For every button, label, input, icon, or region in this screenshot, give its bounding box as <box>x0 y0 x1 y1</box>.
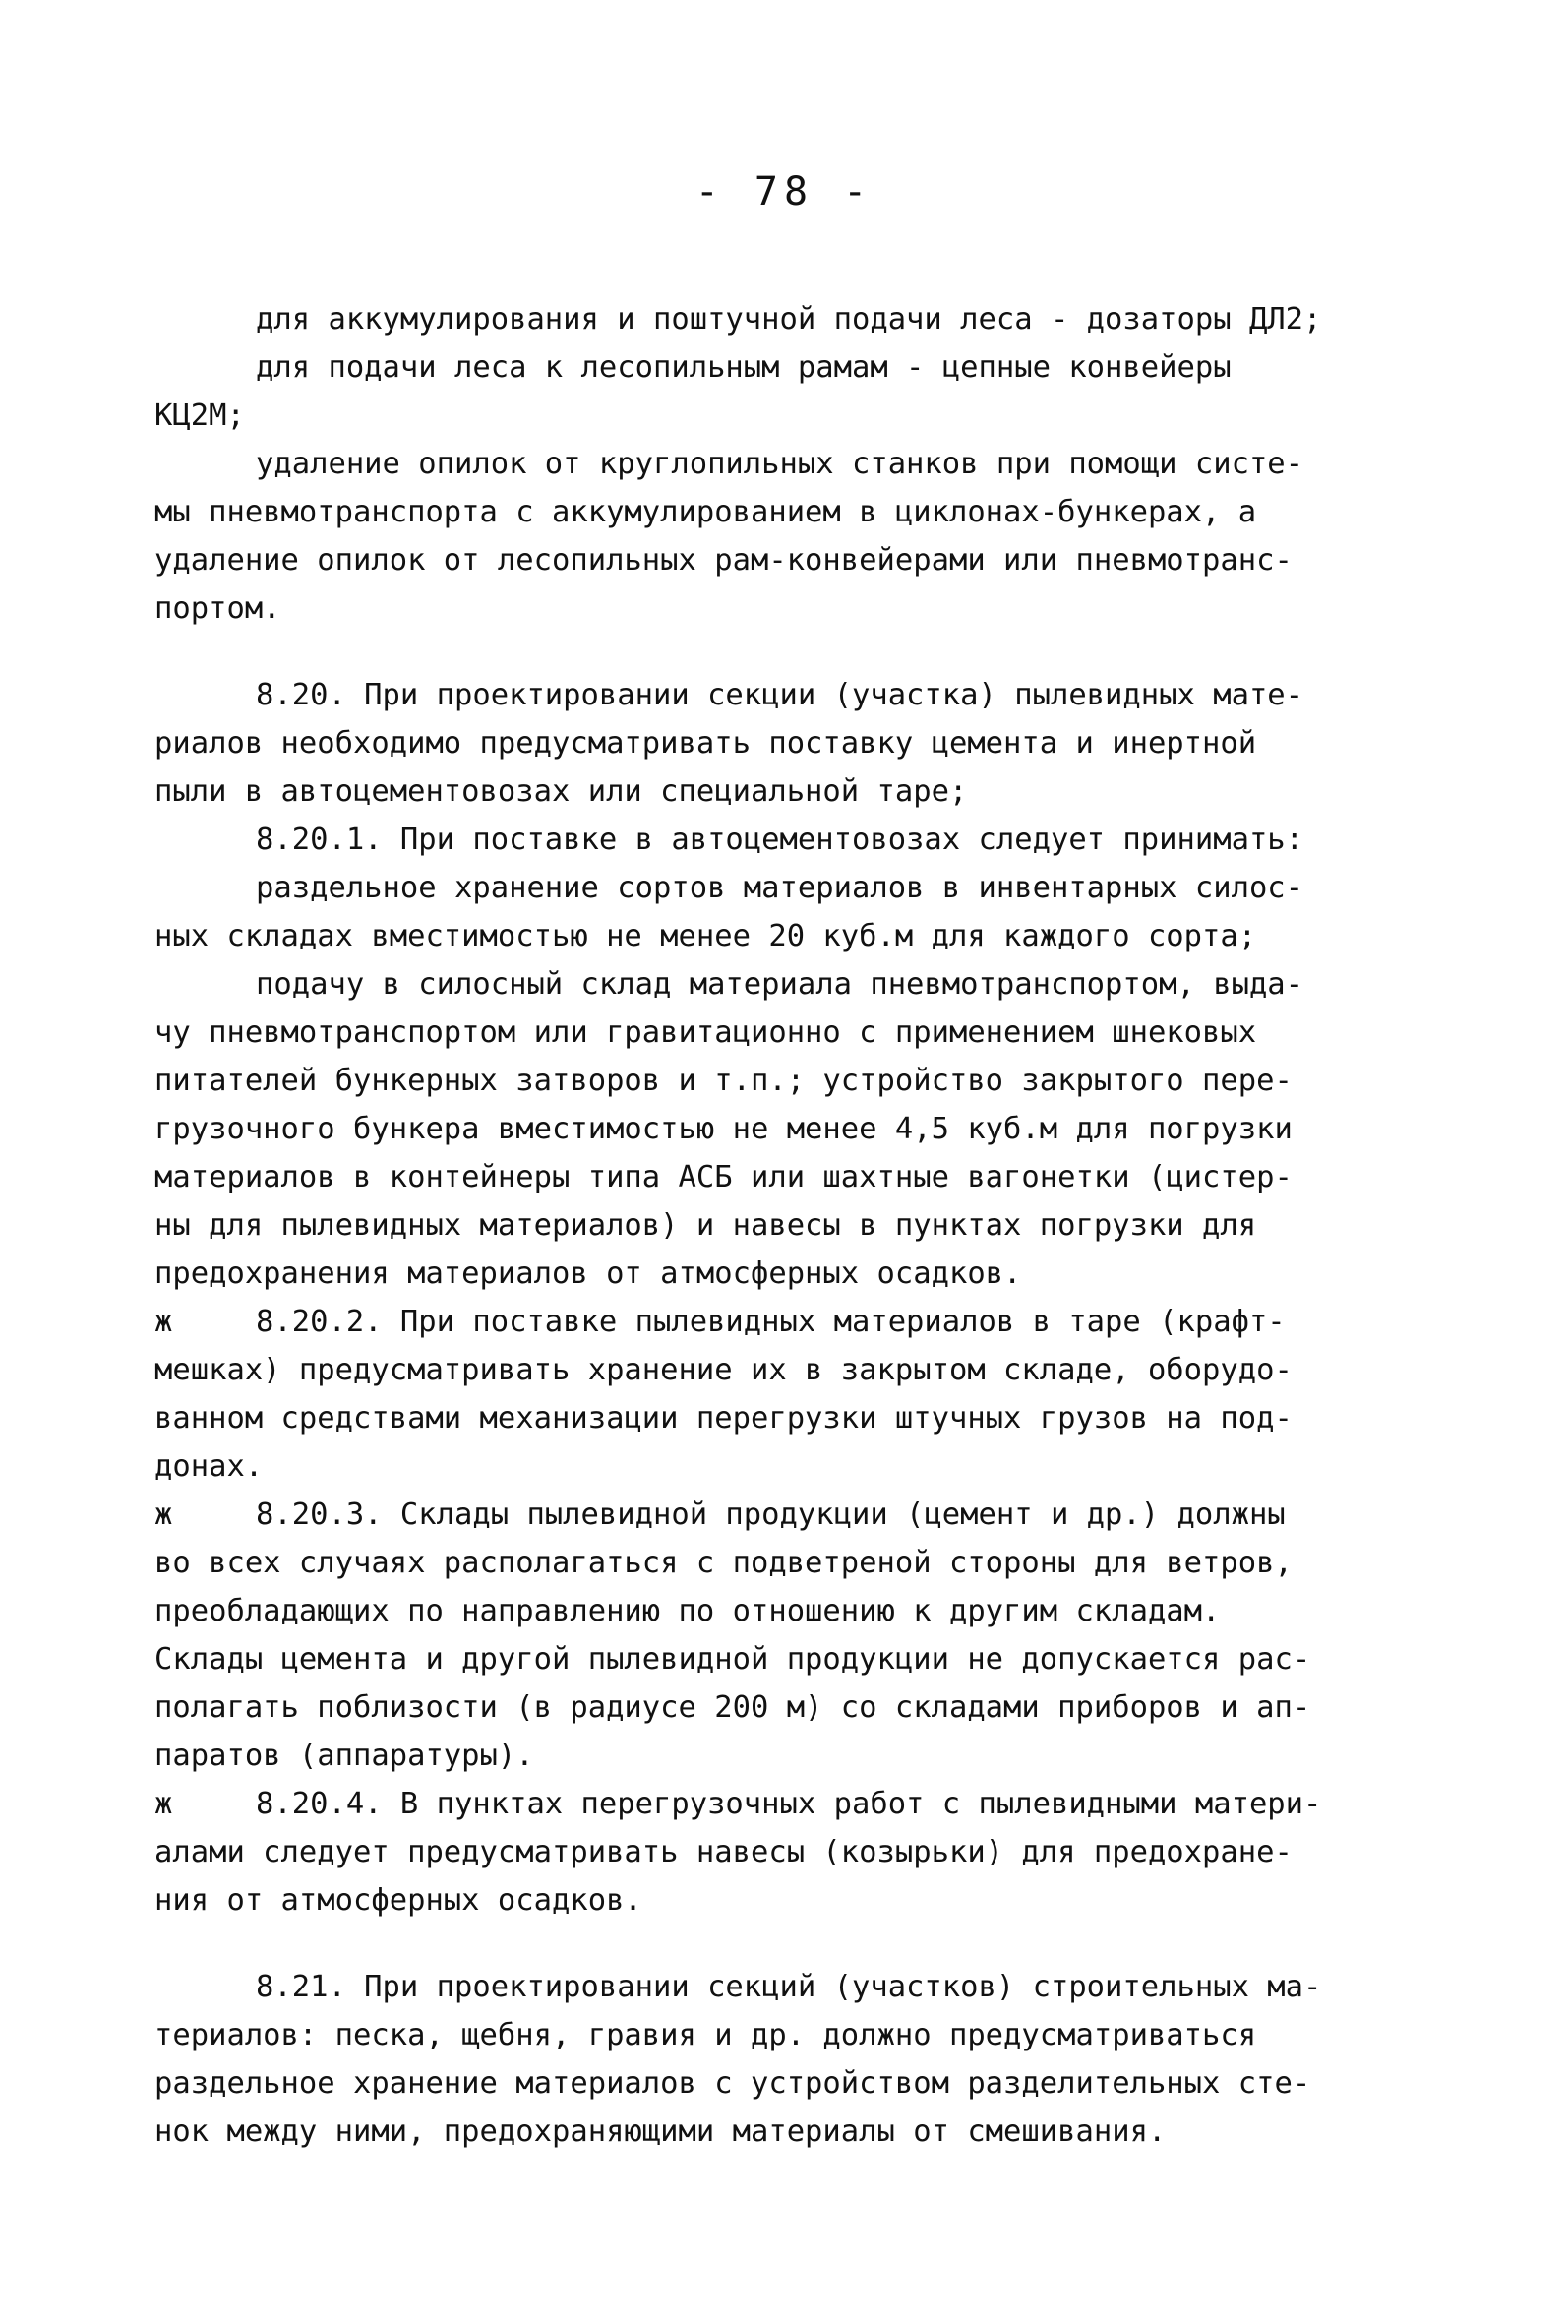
text-line: во всех случаях располагаться с подветреной стороны для ветров, <box>154 1546 1293 1580</box>
text-line-content: 8.20.4. В пунктах перегрузочных работ с пылевидными матери- <box>256 1787 1322 1821</box>
text-line: мы пневмотранспорта с аккумулированием в циклонах-бункерах, а <box>154 495 1257 529</box>
text-line: питателей бункерных затворов и т.п.; устройство закрытого пере- <box>154 1064 1293 1098</box>
section-8-20-2-line <box>154 1298 1433 1346</box>
section-8-20-4-line <box>154 1780 1433 1828</box>
text-line: преобладающих по направлению по отношению к другим складам. <box>154 1594 1221 1628</box>
text-line: риалов необходимо предусматривать поставку цемента и инертной <box>154 726 1257 761</box>
text-line: материалов в контейнеры типа АСБ или шахтные вагонетки (цистер- <box>154 1160 1293 1194</box>
text-line: чу пневмотранспортом или гравитационно с применением шнековых <box>154 1015 1257 1050</box>
asterisk-mark: ж <box>154 1498 173 1532</box>
text-line: портом. <box>154 591 281 626</box>
paragraph-gap <box>154 1925 1433 1963</box>
text-line: Склады цемента и другой пылевидной продукции не допускается рас- <box>154 1642 1311 1677</box>
section-8-20-1-line: 8.20.1. При поставке в автоцементовозах следует принимать: <box>256 823 1304 857</box>
text-line: для аккумулирования и поштучной подачи леса - дозаторы ДЛ2; <box>256 302 1322 336</box>
text-line: раздельное хранение материалов с устройством разделительных сте- <box>154 2066 1311 2101</box>
document-body <box>154 295 1433 2156</box>
text-line: донах. <box>154 1449 264 1484</box>
text-line: предохранения материалов от атмосферных осадков. <box>154 1256 1022 1291</box>
text-line-content: 8.20.2. При поставке пылевидных материалов в таре (крафт- <box>256 1305 1286 1339</box>
text-line: нок между ними, предохраняющими материалы от смешивания. <box>154 2114 1167 2149</box>
asterisk-mark: ж <box>154 1305 173 1339</box>
text-line: КЦ2М; <box>154 398 245 433</box>
text-line: териалов: песка, щебня, гравия и др. должно предусматриваться <box>154 2018 1257 2052</box>
text-line: ны для пылевидных материалов) и навесы в пунктах погрузки для <box>154 1208 1257 1243</box>
text-line: удаление опилок от лесопильных рам-конвейерами или пневмотранс- <box>154 543 1293 578</box>
text-line: раздельное хранение сортов материалов в инвентарных силос- <box>256 871 1304 905</box>
asterisk-mark: ж <box>154 1787 173 1821</box>
section-8-20-3-line <box>154 1491 1433 1539</box>
text-line: ванном средствами механизации перегрузки штучных грузов на под- <box>154 1401 1293 1436</box>
section-8-20-line: 8.20. При проектировании секции (участка) пылевидных мате- <box>256 678 1304 712</box>
text-line: алами следует предусматривать навесы (козырьки) для предохране- <box>154 1835 1293 1869</box>
text-line: ных складах вместимостью не менее 20 куб.м для каждого сорта; <box>154 919 1257 953</box>
text-line: грузочного бункера вместимостью не менее 4,5 куб.м для погрузки <box>154 1112 1293 1146</box>
text-line: подачу в силосный склад материала пневмотранспортом, выда- <box>256 967 1304 1002</box>
paragraph-gap <box>154 633 1433 671</box>
text-line: ния от атмосферных осадков. <box>154 1883 642 1918</box>
section-8-21-line: 8.21. При проектировании секций (участков) строительных ма- <box>256 1970 1322 2004</box>
text-line: паратов (аппаратуры). <box>154 1739 534 1773</box>
text-line: удаление опилок от круглопильных станков при помощи систе- <box>256 447 1304 481</box>
text-line-content: 8.20.3. Склады пылевидной продукции (цемент и др.) должны <box>256 1498 1286 1532</box>
text-line: мешках) предусматривать хранение их в закрытом складе, оборудо- <box>154 1353 1293 1387</box>
page-number: - 78 - <box>694 169 874 214</box>
text-line: для подачи леса к лесопильным рамам - цепные конвейеры <box>256 350 1232 385</box>
text-line: пыли в автоцементовозах или специальной таре; <box>154 774 968 809</box>
text-line: полагать поблизости (в радиусе 200 м) со складами приборов и ап- <box>154 1690 1311 1725</box>
